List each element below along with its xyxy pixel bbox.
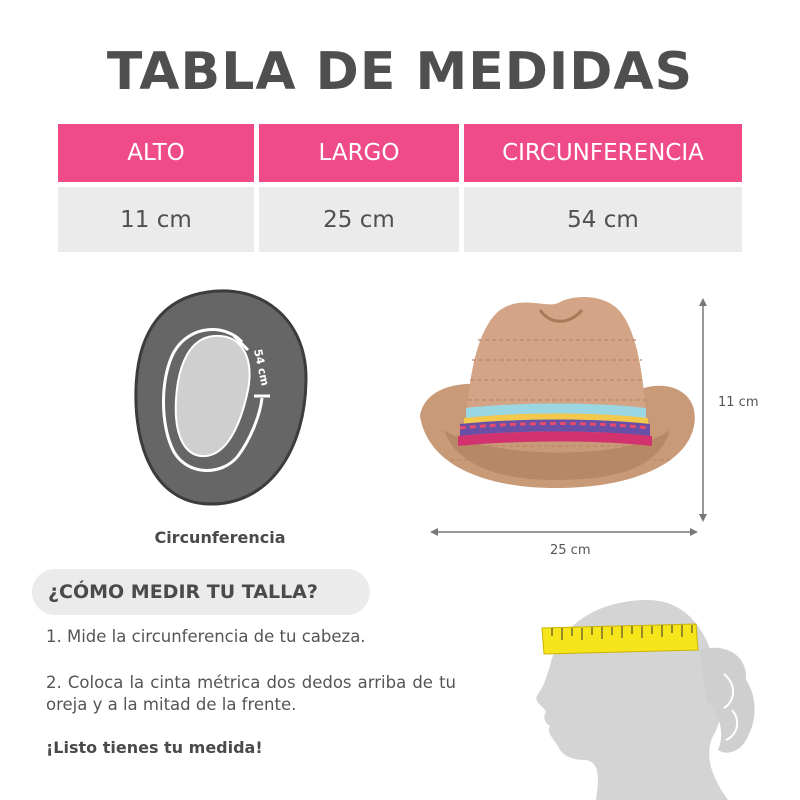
closing-note: ¡Listo tienes tu medida! (46, 738, 263, 757)
value-largo: 25 cm (259, 187, 459, 252)
width-label: 25 cm (550, 543, 591, 558)
page-title: TABLA DE MEDIDAS (106, 42, 694, 102)
height-arrow-bottom (699, 514, 707, 522)
howto-heading: ¿CÓMO MEDIR TU TALLA? (32, 569, 370, 615)
hat-top-view-illustration (130, 278, 310, 518)
hat-crown (466, 297, 646, 420)
header-largo: LARGO (259, 124, 459, 182)
width-arrow-left (430, 528, 438, 536)
measuring-tape (542, 624, 698, 654)
height-label: 11 cm (718, 395, 759, 410)
instruction-step-2: 2. Coloca la cinta métrica dos dedos arriba de tu oreja y a la mitad de la frente. (46, 673, 456, 714)
height-arrow-top (699, 298, 707, 306)
circumference-measure-label: 54 cm (251, 347, 272, 387)
header-alto: ALTO (58, 124, 254, 182)
value-circunferencia: 54 cm (464, 187, 742, 252)
head-measure-illustration (528, 590, 800, 800)
instruction-step-1: 1. Mide la circunferencia de tu cabeza. (46, 627, 366, 646)
header-circunferencia: CIRCUNFERENCIA (464, 124, 742, 182)
value-alto: 11 cm (58, 187, 254, 252)
size-table (58, 124, 742, 252)
hat-side-view-illustration (400, 270, 780, 560)
width-arrow-right (690, 528, 698, 536)
circumference-caption: Circunferencia (154, 528, 286, 547)
